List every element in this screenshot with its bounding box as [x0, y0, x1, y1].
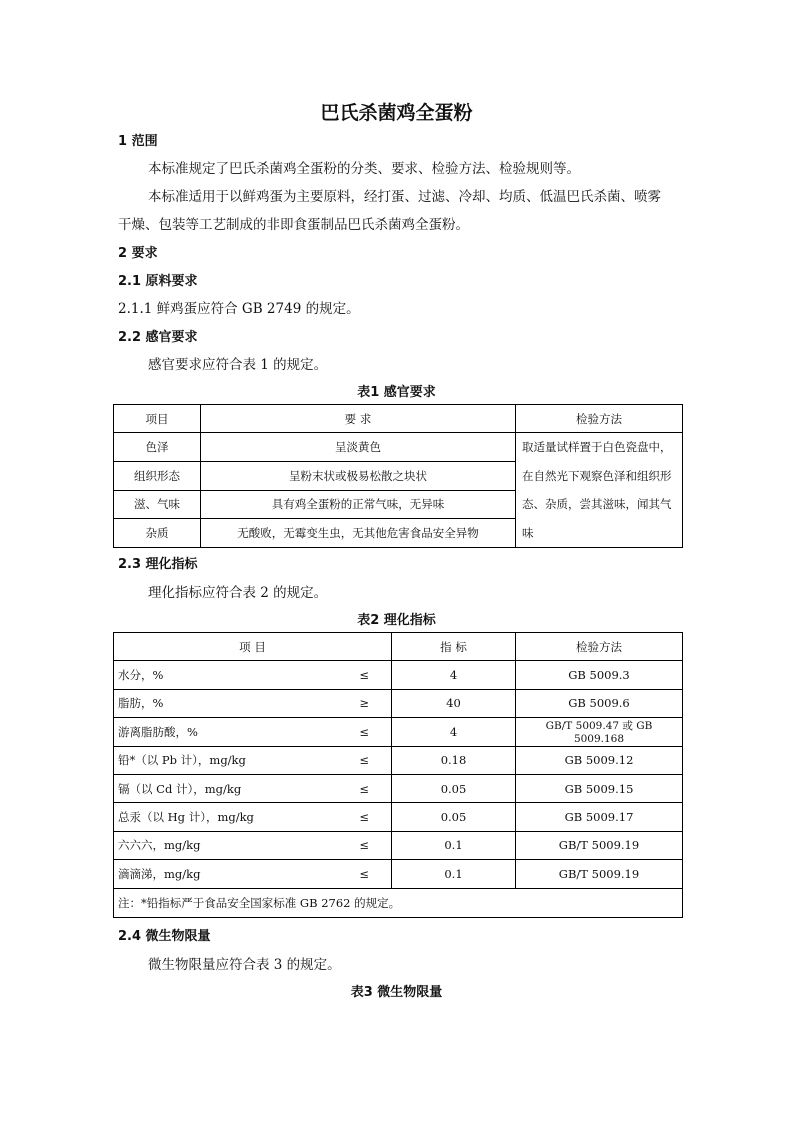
table-note-row — [114, 888, 683, 917]
table-row — [114, 661, 683, 689]
row-method: GB/T 5009.19 — [516, 831, 683, 859]
table-note: 注：*铅指标严于食品安全国家标准 GB 2762 的规定。 — [114, 888, 683, 917]
header-item: 项 目 — [114, 633, 392, 661]
table-row — [114, 831, 683, 859]
table-row — [114, 746, 683, 774]
row-value: 0.18 — [392, 746, 516, 774]
row-method: GB 5009.17 — [516, 803, 683, 831]
row-requirement: 呈淡黄色 — [201, 433, 516, 462]
row-method: GB 5009.15 — [516, 774, 683, 802]
row-requirement: 呈粉末状或极易松散之块状 — [201, 461, 516, 490]
sensory-intro: 感官要求应符合表 1 的规定。 — [148, 357, 328, 373]
row-item: 脂肪，% — [114, 689, 344, 717]
row-method: GB 5009.6 — [516, 689, 683, 717]
scope-paragraph-2-line-1: 本标准适用于以鲜鸡蛋为主要原料，经打蛋、过滤、冷却、均质、低温巴氏杀菌、喷雾 — [148, 189, 661, 205]
document-title: 巴氏杀菌鸡全蛋粉 — [320, 102, 473, 124]
scope-paragraph-1: 本标准规定了巴氏杀菌鸡全蛋粉的分类、要求、检验方法、检验规则等。 — [148, 161, 580, 177]
section-2-heading: 2 要求 — [118, 246, 158, 261]
row-comparator: ≤ — [344, 774, 392, 802]
section-2-3-heading: 2.3 理化指标 — [118, 557, 198, 572]
microbial-intro: 微生物限量应符合表 3 的规定。 — [148, 957, 341, 973]
table-row — [114, 718, 683, 746]
row-comparator: ≤ — [344, 860, 392, 888]
row-value: 0.05 — [392, 774, 516, 802]
scope-paragraph-2-line-2: 干燥、包装等工艺制成的非即食蛋制品巴氏杀菌鸡全蛋粉。 — [118, 217, 469, 233]
row-item: 游离脂肪酸，% — [114, 718, 344, 746]
table-row — [114, 774, 683, 802]
row-item: 色泽 — [114, 433, 201, 462]
header-method: 检验方法 — [516, 405, 683, 433]
row-value: 4 — [392, 718, 516, 746]
row-item: 水分，% — [114, 661, 344, 689]
row-item: 六六六，mg/kg — [114, 831, 344, 859]
section-2-2-heading: 2.2 感官要求 — [118, 330, 198, 345]
table-row — [114, 689, 683, 717]
row-comparator: ≤ — [344, 831, 392, 859]
section-1-heading: 1 范围 — [118, 134, 158, 149]
section-2-4-heading: 2.4 微生物限量 — [118, 929, 211, 944]
physchem-intro: 理化指标应符合表 2 的规定。 — [148, 585, 328, 601]
header-method: 检验方法 — [516, 633, 683, 661]
row-value: 0.1 — [392, 831, 516, 859]
header-indicator: 指 标 — [392, 633, 516, 661]
row-item: 总汞（以 Hg 计），mg/kg — [114, 803, 344, 831]
physicochemical-table — [113, 632, 683, 918]
row-item: 镉（以 Cd 计），mg/kg — [114, 774, 344, 802]
row-comparator: ≥ — [344, 689, 392, 717]
row-comparator: ≤ — [344, 746, 392, 774]
row-item: 组织形态 — [114, 461, 201, 490]
row-requirement: 具有鸡全蛋粉的正常气味，无异味 — [201, 490, 516, 519]
table-2-caption: 表2 理化指标 — [357, 613, 436, 628]
row-value: 0.05 — [392, 803, 516, 831]
table-header-row — [114, 633, 683, 661]
row-item: 滋、气味 — [114, 490, 201, 519]
header-item: 项目 — [114, 405, 201, 433]
row-item: 滴滴涕，mg/kg — [114, 860, 344, 888]
sensory-requirements-table — [113, 404, 683, 548]
section-2-1-heading: 2.1 原料要求 — [118, 274, 198, 289]
inspection-method-cell: 取适量试样置于白色瓷盘中，在自然光下观察色泽和组织形态、杂质，尝其滋味，闻其气味 — [516, 433, 683, 548]
row-requirement: 无酸败，无霉变生虫，无其他危害食品安全异物 — [201, 519, 516, 548]
table-row — [114, 860, 683, 888]
row-comparator: ≤ — [344, 661, 392, 689]
row-comparator: ≤ — [344, 803, 392, 831]
row-value: 0.1 — [392, 860, 516, 888]
clause-2-1-1: 2.1.1 鲜鸡蛋应符合 GB 2749 的规定。 — [118, 301, 360, 317]
row-item: 铅*（以 Pb 计），mg/kg — [114, 746, 344, 774]
header-requirement: 要 求 — [201, 405, 516, 433]
table-row — [114, 433, 683, 462]
row-method: GB 5009.3 — [516, 661, 683, 689]
row-method: GB 5009.12 — [516, 746, 683, 774]
row-value: 40 — [392, 689, 516, 717]
row-value: 4 — [392, 661, 516, 689]
row-comparator: ≤ — [344, 718, 392, 746]
row-method: GB/T 5009.47 或 GB 5009.168 — [516, 718, 683, 746]
table-header-row — [114, 405, 683, 433]
table-row — [114, 803, 683, 831]
table-3-caption: 表3 微生物限量 — [350, 985, 443, 1000]
table-1-caption: 表1 感官要求 — [357, 385, 436, 400]
row-method: GB/T 5009.19 — [516, 860, 683, 888]
row-item: 杂质 — [114, 519, 201, 548]
